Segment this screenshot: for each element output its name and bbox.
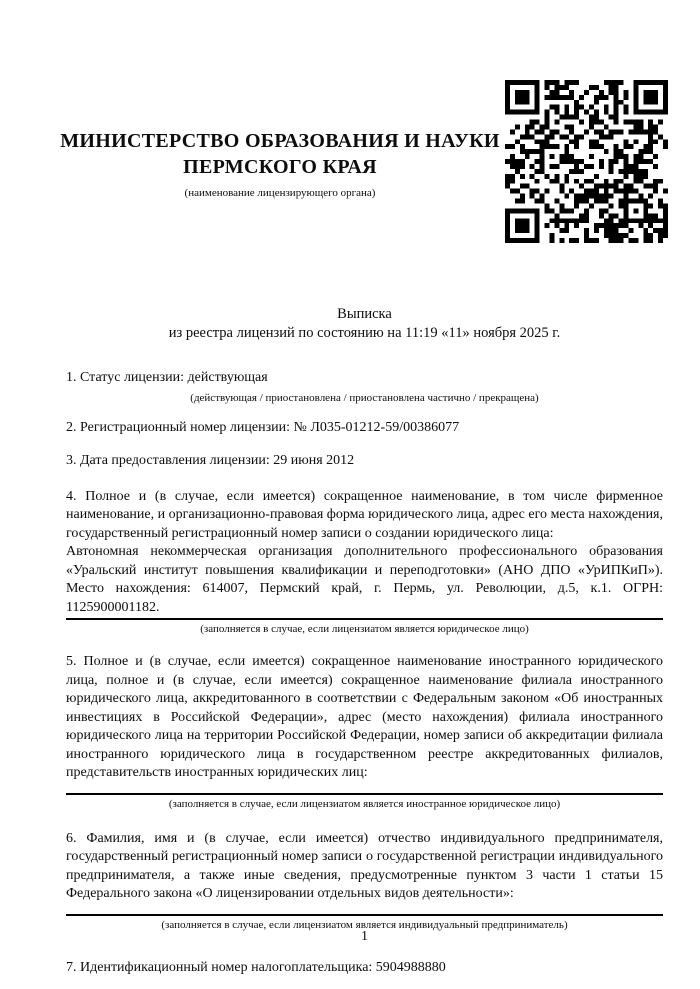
legal-entity-question: 4. Полное и (в случае, если имеется) сокращенное наименование, в том числе фирменное наименование, и организационно-правовая форма юридического лица, адрес его места нахождения, государственный регистрационный номер записи о создании юридического лица: [66, 488, 663, 541]
licensing-authority-header [35, 128, 525, 200]
foreign-entity-question: 5. Полное и (в случае, если имеется) сокращенное наименование иностранного юридического лица, полное и (в случае, если имеется) сокращенное наименование филиала иностранного юридического лица, аккредитованного в соответствии с Федеральным законом «Об иностранных инвестициях в Российской Федерации», адрес (место нахождения) филиала иностранного юридического лица на территории Российской Федерации, номер записи об аккредитации филиала иностранного юридического лица в государственном реестре аккредитованных филиалов, представительств иностранных юридических лиц: [66, 654, 663, 780]
field-grant-date: 3. Дата предоставления лицензии: 29 июня 2012 [66, 453, 355, 468]
field-foreign-entity [66, 653, 663, 783]
qr-code-icon [505, 80, 668, 243]
document-title-line2: из реестра лицензий по состоянию на 11:19 «11» ноября 2025 г. [168, 325, 561, 341]
entrepreneur-answer-rule [66, 914, 663, 916]
foreign-entity-caption: (заполняется в случае, если лицензиатом является иностранное юридическое лицо) [168, 797, 561, 810]
field-individual-entrepreneur [66, 830, 663, 904]
document-body [66, 305, 663, 977]
field-registration-number: 2. Регистрационный номер лицензии: № Л035-01212-59/00386077 [66, 419, 460, 435]
license-fields [66, 369, 663, 977]
ministry-name-line1: МИНИСТЕРСТВО ОБРАЗОВАНИЯ И НАУКИ [60, 130, 500, 152]
foreign-entity-answer-rule [66, 793, 663, 795]
status-options-caption: (действующая / приостановлена / приостановлена частично / прекращена) [190, 391, 539, 404]
legal-entity-answer-rule [66, 618, 663, 620]
entrepreneur-caption: (заполняется в случае, если лицензиатом является индивидуальный предприниматель) [161, 918, 568, 931]
document-title [66, 305, 663, 343]
field-license-status: 1. Статус лицензии: действующая [66, 370, 268, 385]
page-number: 1 [361, 929, 368, 944]
legal-entity-answer: Автономная некоммерческая организация дополнительного профессионального образования «Уральский институт повышения квалификации и переподготовки» (АНО ДПО «УрИПКиП»). Место нахождения: 614007, Пермский край, г. Пермь, ул. Революции, д.5, к.1. ОГРН: 1125900001182. [66, 544, 663, 615]
ministry-name-line2: ПЕРМСКОГО КРАЯ [183, 156, 377, 178]
entrepreneur-question: 6. Фамилия, имя и (в случае, если имеется) отчество индивидуального предпринимателя, государственный регистрационный номер записи о государственной регистрации индивидуального предпринимателя, а также иные сведения, предусмотренные пунктом 3 части 1 статьи 15 Федерального закона «О лицензировании отдельных видов деятельности»: [66, 830, 663, 901]
legal-entity-caption: (заполняется в случае, если лицензиатом является юридическое лицо) [200, 623, 529, 635]
entrepreneur-answer-blank [66, 904, 663, 913]
field-legal-entity [66, 488, 663, 618]
field-taxpayer-id: 7. Идентификационный номер налогоплательщика: 5904988880 [66, 959, 446, 975]
document-title-line1: Выписка [337, 306, 392, 322]
foreign-entity-answer-blank [66, 783, 663, 792]
authority-caption: (наименование лицензирующего органа) [184, 187, 376, 199]
